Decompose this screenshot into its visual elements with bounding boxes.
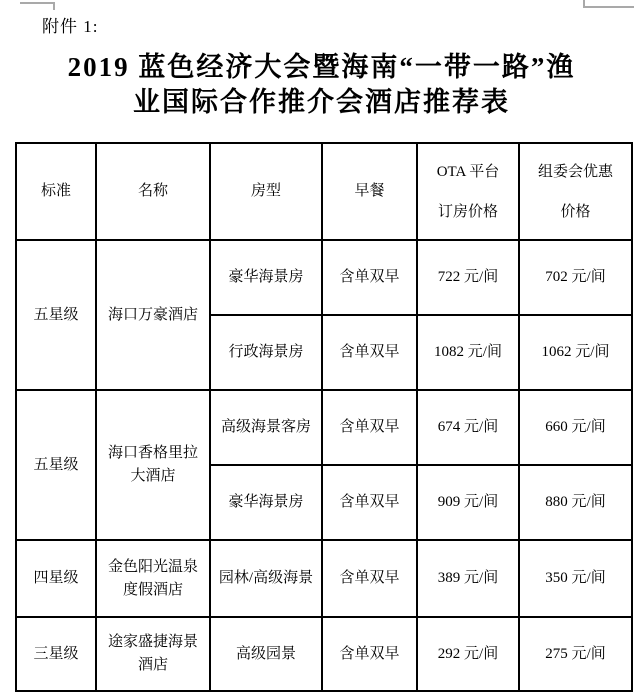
table-row: [16, 617, 632, 691]
cell-committee-price: 880 元/间: [519, 465, 632, 540]
cell-breakfast: 含单双早: [322, 540, 417, 617]
cell-ota-price: 909 元/间: [417, 465, 519, 540]
cell-ota-price: 674 元/间: [417, 390, 519, 465]
cell-room-type: 高级园景: [210, 617, 322, 691]
header-committee-price: [519, 143, 632, 240]
document-title: [0, 50, 643, 120]
cell-committee-price: 660 元/间: [519, 390, 632, 465]
cell-breakfast: 含单双早: [322, 390, 417, 465]
cell-ota-price: 389 元/间: [417, 540, 519, 617]
cell-hotel-name-line1: 途家盛捷海景: [107, 634, 198, 650]
cell-committee-price: 1062 元/间: [519, 315, 632, 390]
table-row: [16, 240, 632, 315]
cell-standard: 三星级: [16, 617, 96, 691]
cell-breakfast: 含单双早: [322, 240, 417, 315]
page-margin-mark-left-icon: [20, 2, 55, 10]
cell-committee-price: 702 元/间: [519, 240, 632, 315]
page-margin-mark-right-icon: [583, 0, 634, 8]
header-committee-price-line2: 价格: [560, 203, 591, 220]
header-breakfast: 早餐: [322, 143, 417, 240]
cell-breakfast: 含单双早: [322, 617, 417, 691]
document-title-line2: 业国际合作推介会酒店推荐表: [133, 87, 510, 117]
header-ota-price-line1: OTA 平台: [436, 163, 500, 180]
cell-room-type: 园林/高级海景: [210, 540, 322, 617]
cell-hotel-name: [96, 540, 210, 617]
cell-ota-price: 292 元/间: [417, 617, 519, 691]
cell-hotel-name-line2: 大酒店: [130, 468, 176, 484]
header-room-type: 房型: [210, 143, 322, 240]
cell-room-type: 豪华海景房: [210, 240, 322, 315]
cell-ota-price: 1082 元/间: [417, 315, 519, 390]
cell-hotel-name-line2: 度假酒店: [122, 581, 183, 598]
header-committee-price-line1: 组委会优惠: [537, 163, 613, 180]
cell-standard: 五星级: [16, 390, 96, 540]
document-title-line1: 2019 蓝色经济大会暨海南“一带一路”渔: [67, 52, 576, 82]
cell-hotel-name-line1: 海口万豪酒店: [107, 306, 198, 323]
table-header-row: [16, 143, 632, 240]
header-name: 名称: [96, 143, 210, 240]
attachment-label: 附件 1:: [42, 17, 99, 36]
header-ota-price-line2: 订房价格: [437, 203, 498, 220]
cell-breakfast: 含单双早: [322, 465, 417, 540]
cell-hotel-name-line2: 酒店: [137, 657, 168, 673]
table-row: [16, 390, 632, 465]
cell-room-type: 高级海景客房: [210, 390, 322, 465]
cell-hotel-name-line1: 金色阳光温泉: [107, 558, 198, 575]
cell-hotel-name: [96, 240, 210, 390]
header-ota-price: [417, 143, 519, 240]
hotel-recommendation-table: [15, 142, 633, 692]
cell-standard: 四星级: [16, 540, 96, 617]
cell-room-type: 豪华海景房: [210, 465, 322, 540]
cell-committee-price: 350 元/间: [519, 540, 632, 617]
cell-hotel-name: [96, 390, 210, 540]
table-row: [16, 540, 632, 617]
cell-hotel-name: [96, 617, 210, 691]
cell-room-type: 行政海景房: [210, 315, 322, 390]
cell-committee-price: 275 元/间: [519, 617, 632, 691]
cell-hotel-name-line1: 海口香格里拉: [107, 445, 198, 461]
cell-breakfast: 含单双早: [322, 315, 417, 390]
header-standard: 标准: [16, 143, 96, 240]
cell-ota-price: 722 元/间: [417, 240, 519, 315]
cell-standard: 五星级: [16, 240, 96, 390]
